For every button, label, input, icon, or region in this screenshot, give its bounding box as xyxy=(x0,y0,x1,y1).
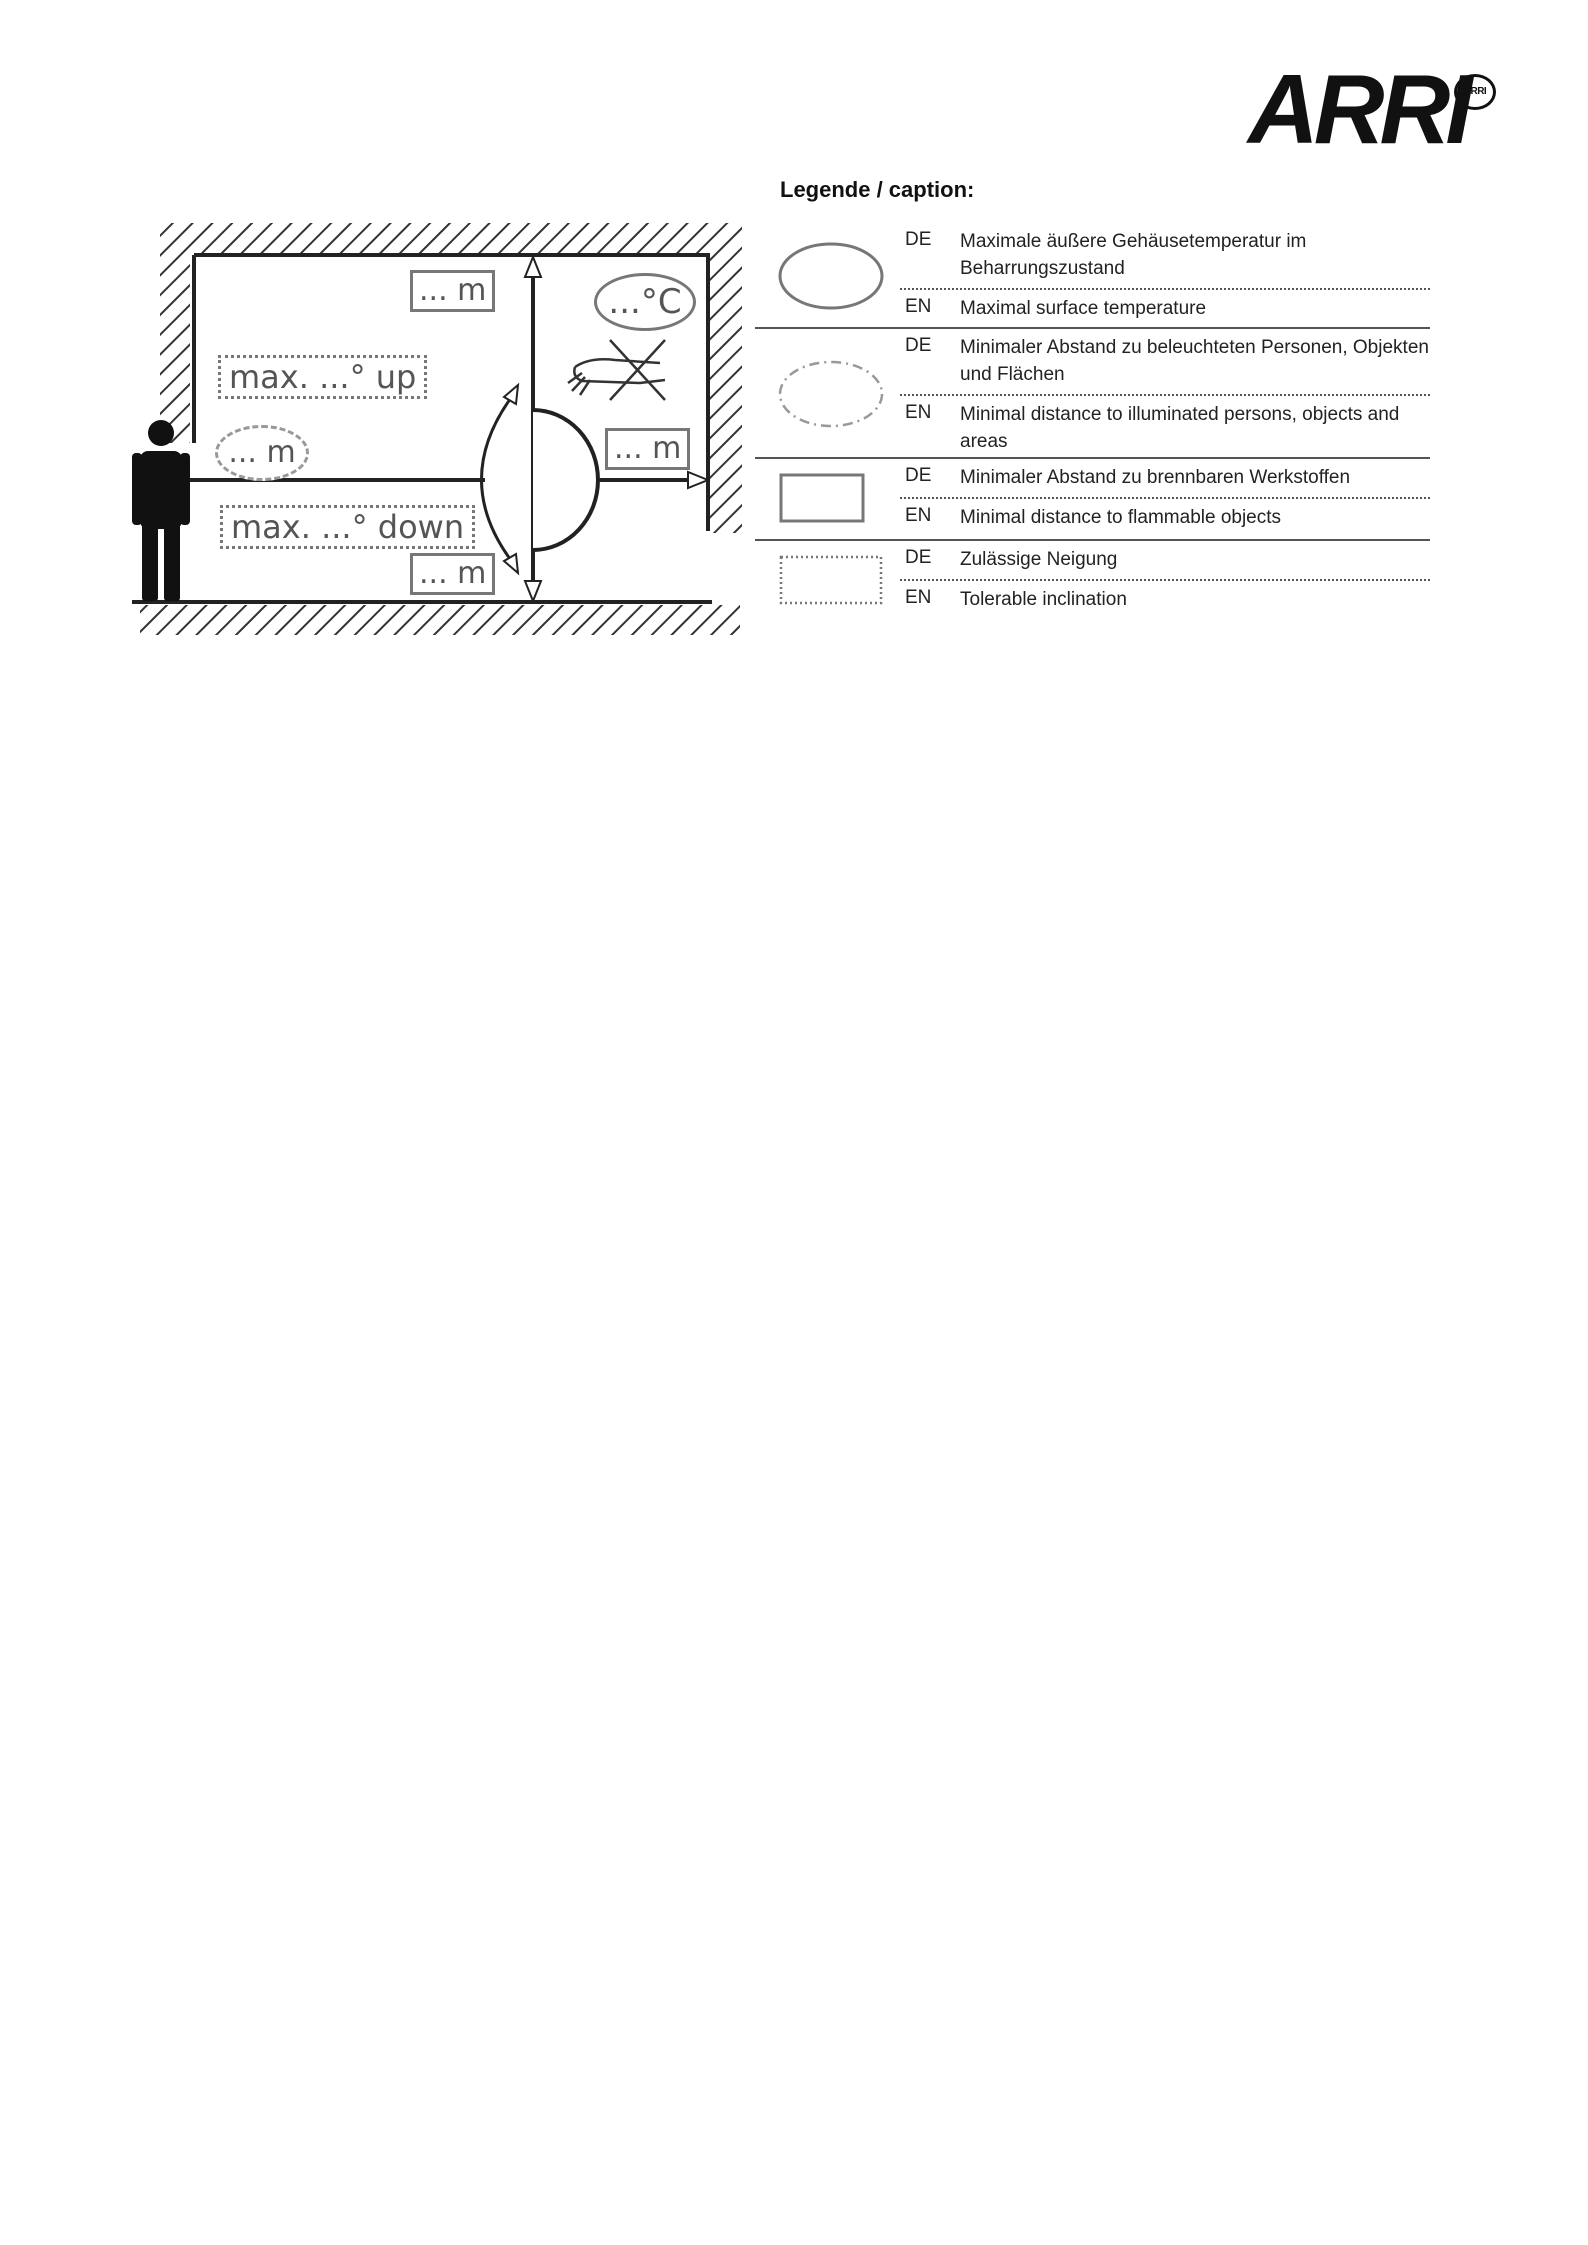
legend-item-temperature xyxy=(755,223,1430,327)
legend-table xyxy=(755,223,1430,621)
legend-text: Zulässige Neigung xyxy=(960,549,1118,570)
wall-distance-label: ... m xyxy=(605,428,690,470)
left-wall-hatch xyxy=(160,253,190,443)
arri-logo xyxy=(1248,54,1498,164)
arri-wordmark: ARRI xyxy=(1248,54,1468,164)
legend-text: Minimaler Abstand zu brennbaren Werkstoffen xyxy=(960,467,1351,488)
legend-lang-code: DE xyxy=(905,465,932,486)
person-distance-label: ... m xyxy=(215,425,309,481)
person-icon xyxy=(132,420,190,601)
arri-seal: ARRI xyxy=(1454,74,1496,110)
legend-item-inclination xyxy=(755,539,1430,621)
solid-ellipse-icon xyxy=(777,241,885,311)
legend-text: Minimaler Abstand zu beleuchteten Personen, Objekten und Flächen xyxy=(960,337,1429,385)
ceiling-distance-label: ... m xyxy=(410,270,495,312)
installation-diagram xyxy=(120,215,755,645)
legend-text: Maximal surface temperature xyxy=(960,298,1207,319)
legend-item-flammable-distance xyxy=(755,457,1430,539)
max-up-label: max. ...° up xyxy=(218,355,427,399)
ceiling-hatch xyxy=(160,223,742,253)
dashed-ellipse-icon xyxy=(777,359,885,429)
legend-lang-code: EN xyxy=(905,296,932,317)
legend-lang-code: DE xyxy=(905,335,932,356)
legend-text: Minimal distance to flammable objects xyxy=(960,507,1282,528)
legend-text: Tolerable inclination xyxy=(960,589,1127,610)
legend-title: Legende / caption: xyxy=(780,177,975,202)
legend-lang-code: EN xyxy=(905,402,932,423)
floor-hatch xyxy=(140,605,740,635)
solid-rectangle-icon xyxy=(777,471,885,527)
right-wall-hatch xyxy=(710,253,742,533)
legend-lang-code: EN xyxy=(905,587,932,608)
legend-lang-code: DE xyxy=(905,229,932,250)
legend-lang-code: EN xyxy=(905,505,932,526)
temperature-label: ...°C xyxy=(594,273,696,331)
legend-lang-code: DE xyxy=(905,547,932,568)
dotted-rectangle-icon xyxy=(777,553,885,609)
floor-distance-label: ... m xyxy=(410,553,495,595)
legend-text: Minimal distance to illuminated persons, objects and areas xyxy=(960,404,1400,452)
legend-text: Maximale äußere Gehäusetemperatur im Beharrungszustand xyxy=(960,231,1307,279)
max-down-label: max. ...° down xyxy=(220,505,475,549)
legend-item-illuminated-distance xyxy=(755,327,1430,457)
